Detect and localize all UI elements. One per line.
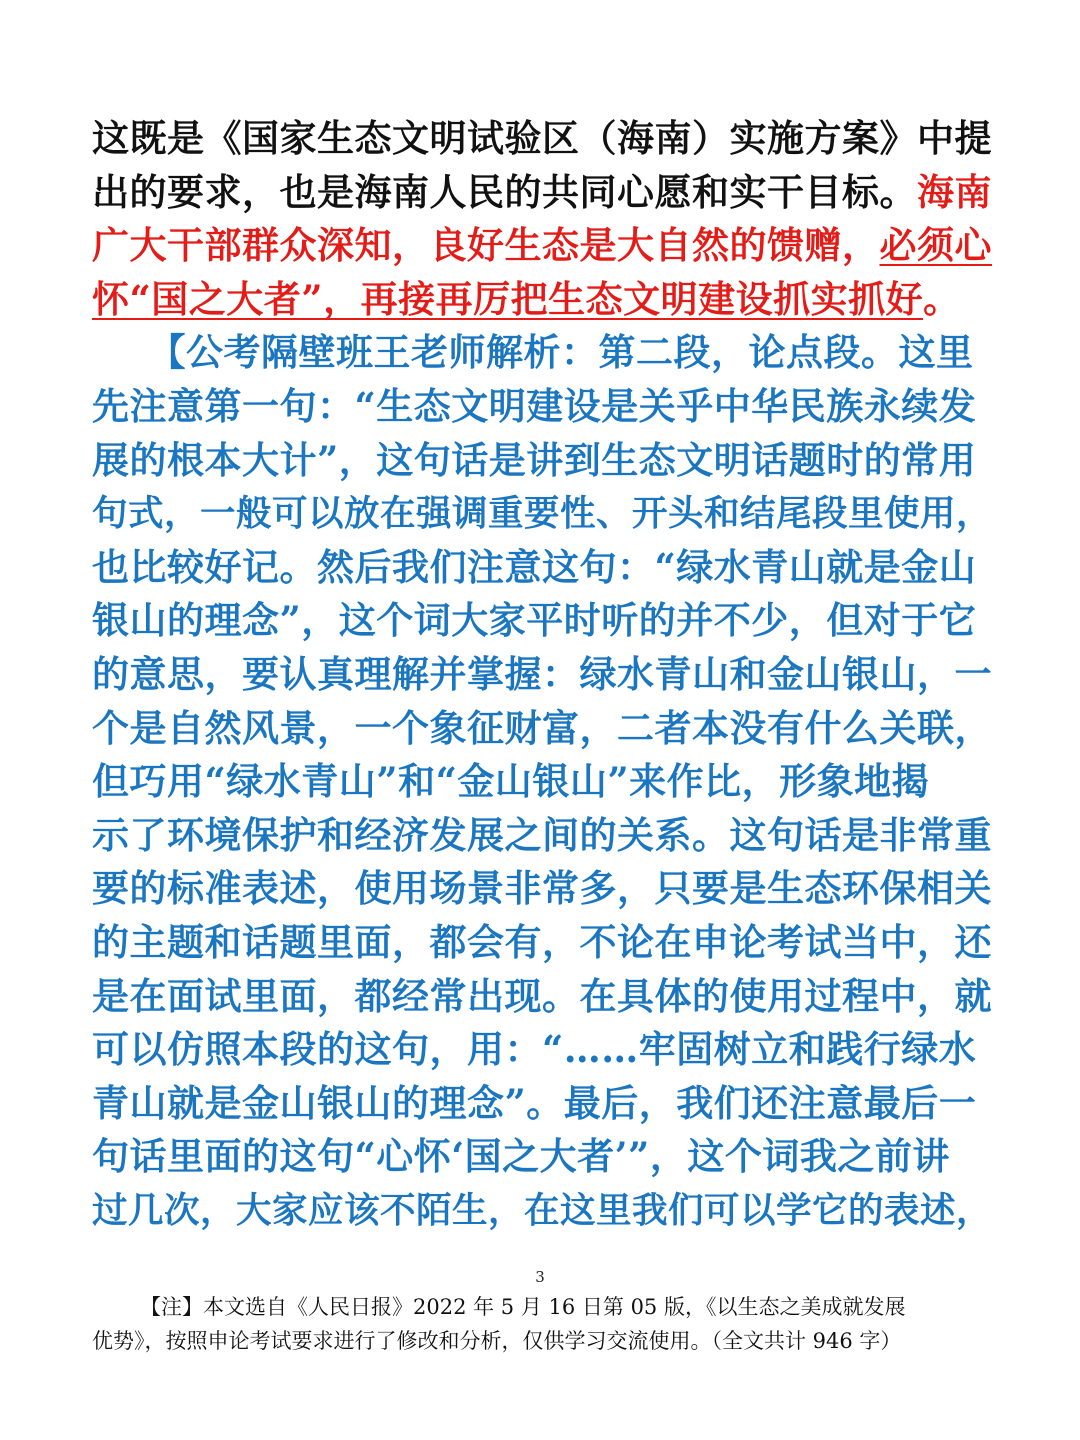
analysis-line: 【公考隔壁班王老师解析：第二段，论点段。这里 — [92, 330, 974, 375]
paragraph-line — [92, 112, 992, 166]
highlighted-text: 。 — [923, 276, 961, 321]
analysis-line: 句式，一般可以放在强调重要性、开头和结尾段里使用， — [92, 493, 993, 535]
footnote — [92, 1290, 992, 1358]
analysis-line: 展的根本大计”，这句话是讲到生态文明话题时的常用 — [92, 437, 977, 482]
highlighted-text: 广大干部群众深知，良好生态是大自然的馈赠， — [92, 223, 880, 268]
underlined-text: 必须心 — [879, 223, 992, 268]
page-number: 3 — [535, 1268, 545, 1286]
analysis-line: 的意思，要认真理解并掌握：绿水青山和金山银山，一 — [92, 651, 992, 696]
footnote-line: 【注】本文选自《人民日报》2022 年 5 月 16 日第 05 版，《以生态之美成就发展 — [140, 1295, 906, 1319]
analysis-line: 先注意第一句：“生态文明建设是关乎中华民族永续发 — [92, 383, 977, 428]
analysis-line: 要的标准表述，使用场景非常多，只要是生态环保相关 — [92, 866, 992, 911]
analysis-line: 个是自然风景，一个象征财富，二者本没有什么关联， — [92, 705, 992, 750]
analysis-line: 银山的理念”，这个词大家平时听的并不少，但对于它 — [92, 598, 977, 643]
analysis-line: 青山就是金山银山的理念”。最后，我们还注意最后一 — [92, 1080, 977, 1125]
analysis-line: 也比较好记。然后我们注意这句：“绿水青山就是金山 — [92, 544, 977, 589]
paragraph-text: 这既是《国家生态文明试验区（海南）实施方案》中提 — [92, 116, 992, 160]
analysis-line: 可以仿照本段的这句，用：“……牢固树立和践行绿水 — [92, 1027, 977, 1072]
body-text — [92, 112, 992, 1237]
paragraph-text: 出的要求，也是海南人民的共同心愿和实干目标。 — [92, 169, 917, 214]
paragraph-line — [92, 219, 992, 273]
footnote-line: 优势》，按照申论考试要求进行了修改和分析，仅供学习交流使用。（全文共计 946 字） — [92, 1329, 902, 1353]
analysis-line: 句话里面的这句“心怀‘国之大者’”，这个词我之前讲 — [92, 1134, 950, 1179]
analysis-line: 的主题和话题里面，都会有，不论在申论考试当中，还 — [92, 919, 992, 964]
analysis-line: 过几次，大家应该不陌生，在这里我们可以学它的表述， — [92, 1189, 993, 1231]
analysis-line: 示了环境保护和经济发展之间的关系。这句话是非常重 — [92, 812, 992, 857]
analysis-line: 是在面试里面，都经常出现。在具体的使用过程中，就 — [92, 973, 992, 1018]
analysis-line: 但巧用“绿水青山”和“金山银山”来作比，形象地揭 — [92, 759, 930, 804]
underlined-text: 怀“国之大者”，再接再厉把生态文明建设抓实抓好 — [92, 276, 924, 321]
paragraph-line — [92, 166, 992, 220]
paragraph-line — [92, 273, 992, 327]
highlighted-text: 海南 — [917, 169, 992, 214]
